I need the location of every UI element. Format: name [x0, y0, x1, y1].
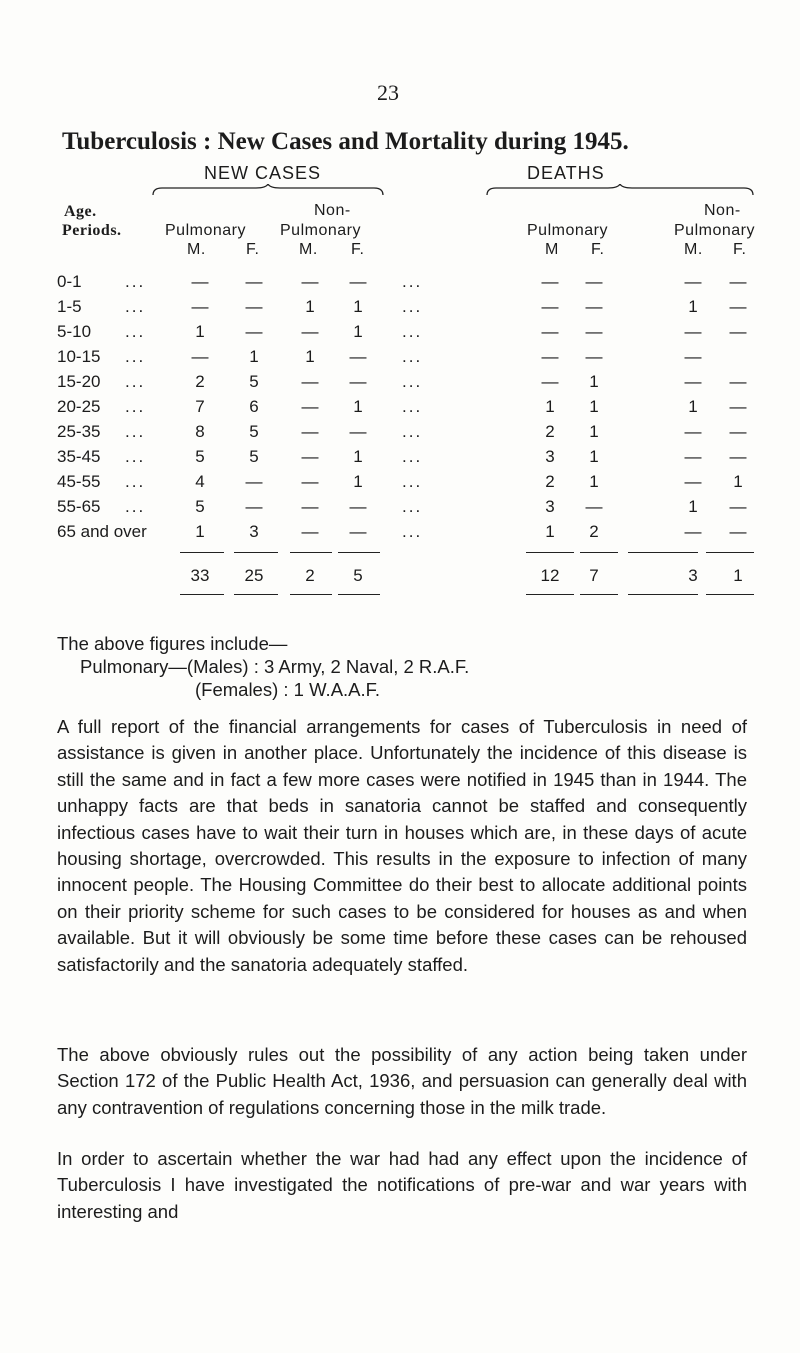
paragraph-text: In order to ascertain whether the war had had any effect upon the incidence of Tuberculosis I have investigated the notifications of pre-war and war years with interesting and: [57, 1148, 747, 1222]
d-nonpulmonary-header: Pulmonary: [674, 222, 755, 239]
cell: —: [245, 272, 263, 291]
new-cases-header: NEW CASES: [204, 163, 322, 183]
cell: 4: [195, 472, 205, 491]
include-females: (Females) : 1 W.A.A.F.: [195, 679, 381, 700]
cell: —: [585, 497, 603, 516]
rule: [580, 552, 618, 553]
table-row: [0, 372, 800, 394]
leader-dots: ...: [125, 447, 146, 466]
paragraph-text: The above obviously rules out the possibility of any action being taken under Section 172 of the Public Health Act, 1936, and persuasion can generally deal with any contravention of regulations concerning those in the milk trade.: [57, 1044, 747, 1118]
age-period: 65 and over: [57, 522, 147, 541]
age-period: 5-10: [57, 322, 92, 341]
cell: —: [349, 497, 367, 516]
cell: —: [301, 372, 319, 391]
include-heading: The above figures include—: [57, 633, 288, 654]
total-cell: 5: [353, 566, 363, 585]
cell: —: [349, 522, 367, 541]
cell: —: [245, 472, 263, 491]
cell: 1: [589, 372, 599, 391]
nc-pulm-f-header: F.: [246, 241, 260, 258]
leader-dots: ...: [402, 447, 423, 466]
d-nonpulm-m-header: M.: [684, 241, 703, 258]
cell: 5: [249, 422, 259, 441]
table-row: [0, 522, 800, 544]
cell: —: [729, 322, 747, 341]
leader-dots: ...: [402, 347, 423, 366]
cell: 5: [195, 447, 205, 466]
cell: —: [541, 372, 559, 391]
cell: —: [684, 447, 702, 466]
total-cell: 1: [733, 566, 743, 585]
cell: 2: [195, 372, 205, 391]
cell: —: [541, 347, 559, 366]
cell: —: [729, 297, 747, 316]
cell: —: [729, 422, 747, 441]
total-cell: 3: [688, 566, 698, 585]
leader-dots: ...: [402, 297, 423, 316]
paragraph: [57, 1146, 747, 1225]
leader-dots: ...: [125, 347, 146, 366]
rule: [234, 552, 278, 553]
d-non-header: Non-: [704, 202, 741, 219]
cell: —: [684, 347, 702, 366]
nc-pulm-m-header: M.: [187, 241, 206, 258]
cell: —: [729, 497, 747, 516]
table-row: [0, 497, 800, 519]
cell: —: [729, 447, 747, 466]
cell: 1: [688, 497, 698, 516]
cell: —: [684, 372, 702, 391]
d-nonpulm-f-header: F.: [733, 241, 747, 258]
rule: [290, 594, 332, 595]
cell: 3: [545, 447, 555, 466]
age-period: 35-45: [57, 447, 101, 466]
cell: —: [301, 447, 319, 466]
cell: 3: [545, 497, 555, 516]
table-row: [0, 422, 800, 444]
cell: 1: [589, 422, 599, 441]
d-pulm-m-header: M: [545, 241, 559, 258]
age-period: 55-65: [57, 497, 101, 516]
table-row: [0, 447, 800, 469]
leader-dots: ...: [125, 297, 146, 316]
cell: 1: [353, 297, 363, 316]
cell: —: [684, 472, 702, 491]
table-title: Tuberculosis : New Cases and Mortality during 1945.: [62, 128, 629, 155]
rule: [526, 552, 574, 553]
table-row: [0, 347, 800, 369]
rule: [290, 552, 332, 553]
cell: 1: [195, 322, 205, 341]
cell: —: [191, 347, 209, 366]
table-row: [0, 297, 800, 319]
cell: —: [585, 347, 603, 366]
cell: 5: [195, 497, 205, 516]
age-header: Age.: [64, 203, 97, 220]
rule: [628, 552, 698, 553]
cell: —: [245, 497, 263, 516]
cell: —: [301, 497, 319, 516]
cell: 2: [589, 522, 599, 541]
cell: —: [585, 297, 603, 316]
leader-dots: ...: [402, 322, 423, 341]
nc-nonpulm-m-header: M.: [299, 241, 318, 258]
cell: 8: [195, 422, 205, 441]
leader-dots: ...: [402, 422, 423, 441]
rule: [580, 594, 618, 595]
periods-header: Periods.: [62, 222, 122, 239]
cell: —: [684, 422, 702, 441]
rule: [180, 594, 224, 595]
leader-dots: ...: [402, 472, 423, 491]
cell: —: [191, 272, 209, 291]
age-period: 0-1: [57, 272, 82, 291]
rule: [706, 594, 754, 595]
table-row: [0, 472, 800, 494]
cell: 1: [545, 397, 555, 416]
cell: —: [684, 322, 702, 341]
nc-nonpulmonary-header: Pulmonary: [280, 222, 361, 239]
include-males: Pulmonary—(Males) : 3 Army, 2 Naval, 2 R.A.F.: [80, 656, 470, 677]
nc-non-header: Non-: [314, 202, 351, 219]
cell: —: [191, 297, 209, 316]
paragraph: [57, 1042, 747, 1121]
cell: 2: [545, 472, 555, 491]
cell: 1: [688, 297, 698, 316]
age-period: 20-25: [57, 397, 101, 416]
total-cell: 7: [589, 566, 599, 585]
paragraph-text: A full report of the financial arrangements for cases of Tuberculosis in need of assistance is given in another place. Unfortunately the incidence of this disease is still the same and in fact a few more cases were notified in 1945 than in 1944. The unhappy facts are that beds in sanatoria cannot be staffed and consequently infectious cases have to wait their turn in houses which are, in these days of acute housing shortage, overcrowded. This results in the exposure to infection of many innocent people. The Housing Committee do their best to allocate additional points on their priority scheme for such cases to be considered for houses as and when available. But it will obviously be some time before these cases can be rehoused satisfactorily and the sanatoria adequately staffed.: [57, 716, 747, 975]
leader-dots: ...: [125, 397, 146, 416]
cell: 1: [589, 472, 599, 491]
cell: 6: [249, 397, 259, 416]
cell: —: [729, 397, 747, 416]
cell: 1: [305, 347, 315, 366]
nc-pulmonary-header: Pulmonary: [165, 222, 246, 239]
paragraph: [57, 714, 747, 978]
age-period: 25-35: [57, 422, 101, 441]
rule: [338, 552, 380, 553]
leader-dots: ...: [402, 372, 423, 391]
leader-dots: ...: [402, 522, 423, 541]
leader-dots: ...: [125, 322, 146, 341]
age-period: 10-15: [57, 347, 101, 366]
deaths-brace: [486, 184, 754, 194]
cell: —: [301, 472, 319, 491]
cell: —: [245, 322, 263, 341]
cell: 2: [545, 422, 555, 441]
rule: [338, 594, 380, 595]
cell: 1: [688, 397, 698, 416]
rule: [628, 594, 698, 595]
cell: 1: [353, 472, 363, 491]
rule: [234, 594, 278, 595]
leader-dots: ...: [125, 497, 146, 516]
cell: 1: [353, 322, 363, 341]
cell: —: [585, 272, 603, 291]
cell: 1: [353, 447, 363, 466]
cell: 1: [249, 347, 259, 366]
cell: 1: [733, 472, 743, 491]
cell: 5: [249, 447, 259, 466]
new-cases-brace: [152, 184, 384, 194]
rule: [180, 552, 224, 553]
cell: —: [541, 272, 559, 291]
cell: —: [541, 322, 559, 341]
leader-dots: ...: [125, 472, 146, 491]
rule: [526, 594, 574, 595]
leader-dots: ...: [402, 272, 423, 291]
age-period: 1-5: [57, 297, 82, 316]
total-cell: 25: [244, 566, 264, 585]
totals-row: [0, 566, 800, 588]
cell: —: [541, 297, 559, 316]
d-pulm-f-header: F.: [591, 241, 605, 258]
age-period: 15-20: [57, 372, 101, 391]
leader-dots: ...: [125, 422, 146, 441]
cell: —: [349, 272, 367, 291]
cell: —: [245, 297, 263, 316]
leader-dots: ...: [402, 497, 423, 516]
cell: 1: [305, 297, 315, 316]
table-row: [0, 322, 800, 344]
cell: —: [349, 347, 367, 366]
cell: —: [585, 322, 603, 341]
total-cell: 2: [305, 566, 315, 585]
cell: 7: [195, 397, 205, 416]
cell: 1: [195, 522, 205, 541]
total-cell: 12: [540, 566, 560, 585]
leader-dots: ...: [125, 272, 146, 291]
cell: 3: [249, 522, 259, 541]
cell: —: [729, 372, 747, 391]
nc-nonpulm-f-header: F.: [351, 241, 365, 258]
cell: —: [684, 522, 702, 541]
table-row: [0, 397, 800, 419]
total-cell: 33: [190, 566, 210, 585]
cell: 1: [589, 397, 599, 416]
cell: —: [729, 272, 747, 291]
cell: 1: [353, 397, 363, 416]
cell: —: [301, 522, 319, 541]
page-number: 23: [377, 80, 399, 105]
age-period: 45-55: [57, 472, 101, 491]
cell: —: [301, 397, 319, 416]
cell: 1: [545, 522, 555, 541]
cell: —: [349, 372, 367, 391]
rule: [706, 552, 754, 553]
cell: 1: [589, 447, 599, 466]
cell: 5: [249, 372, 259, 391]
cell: —: [349, 422, 367, 441]
table-row: [0, 272, 800, 294]
cell: —: [684, 272, 702, 291]
leader-dots: ...: [402, 397, 423, 416]
leader-dots: ...: [125, 372, 146, 391]
cell: —: [729, 522, 747, 541]
cell: —: [301, 422, 319, 441]
d-pulmonary-header: Pulmonary: [527, 222, 608, 239]
cell: —: [301, 272, 319, 291]
deaths-header: DEATHS: [527, 163, 605, 183]
cell: —: [301, 322, 319, 341]
